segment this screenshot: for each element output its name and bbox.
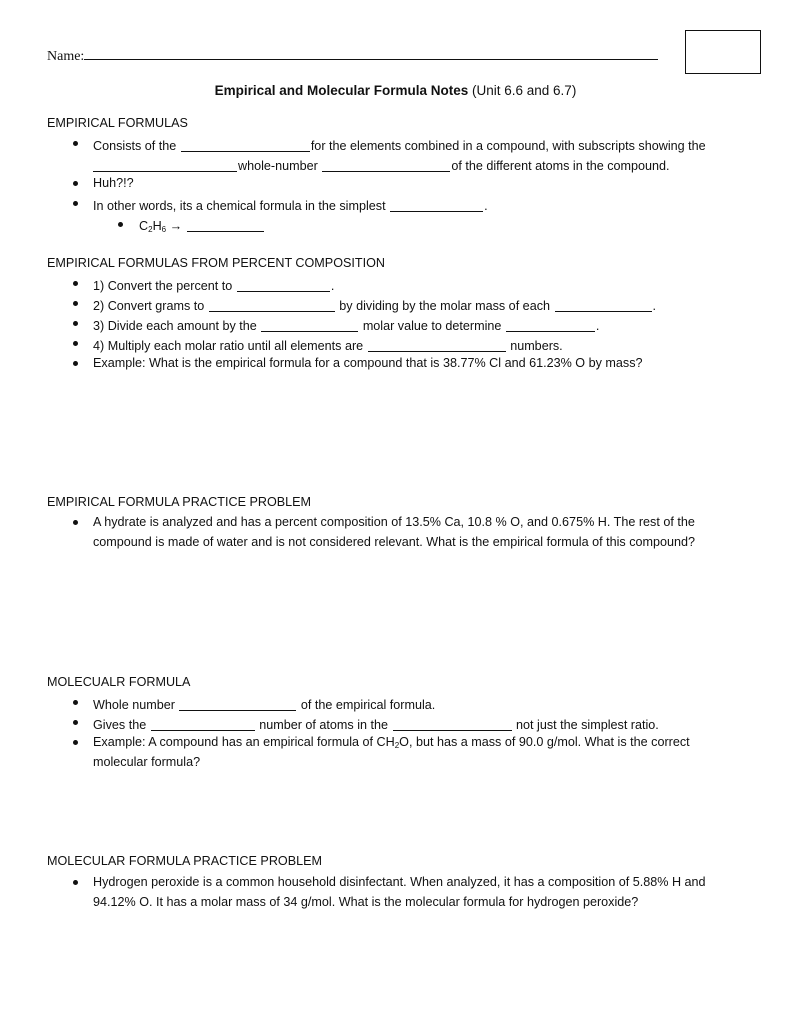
answer-blank[interactable] [151,717,255,731]
subscript: 6 [161,225,167,234]
answer-blank[interactable] [93,158,237,172]
text: of the different atoms in the compound. [451,159,670,173]
section-heading-molecular-practice: MOLECULAR FORMULA PRACTICE PROBLEM [47,854,323,868]
molecular-example-line-1 [93,735,690,750]
answer-blank[interactable] [506,318,595,332]
text: numbers. [510,339,563,353]
section-heading-percent: EMPIRICAL FORMULAS FROM PERCENT COMPOSITION [47,256,385,270]
text: for the elements combined in a compound, with subscripts showing the [310,139,706,153]
bullet [73,141,78,146]
score-box [685,30,761,74]
text: Gives the [93,718,147,732]
percent-step-4 [93,336,563,353]
empirical-subbullet-c2h6 [139,216,265,234]
section-heading-molecular: MOLECUALR FORMULA [47,675,191,689]
bullet [73,301,78,306]
arrow-icon: → [169,219,183,233]
molecular-bullet-2 [93,715,659,732]
bullet [118,222,123,227]
bullet [73,281,78,286]
text: Consists of the [93,139,177,153]
subscript: 2 [148,225,153,234]
text: number of atoms in the [259,718,389,732]
page-title-unit: (Unit 6.6 and 6.7) [472,83,577,98]
empirical-bullet-1 [93,136,706,153]
answer-blank[interactable] [390,198,483,212]
answer-blank[interactable] [368,338,506,352]
bullet [73,740,78,745]
section-heading-empirical-practice: EMPIRICAL FORMULA PRACTICE PROBLEM [47,495,312,509]
text: H [152,219,162,233]
section-heading-empirical: EMPIRICAL FORMULAS [47,116,188,130]
answer-blank[interactable] [322,158,450,172]
text: 3) Divide each amount by the [93,319,257,333]
text: O, but has a mass of 90.0 g/mol. What is the correct [399,735,690,749]
text: by dividing by the molar mass of each [339,299,550,313]
answer-blank[interactable] [261,318,358,332]
empirical-bullet-1-cont [93,156,670,173]
molecular-example-line-2: molecular formula? [93,755,201,769]
page-title [0,83,791,98]
answer-blank[interactable] [181,138,310,152]
text: In other words, its a chemical formula in the simplest [93,199,386,213]
bullet [73,181,78,186]
bullet [73,520,78,525]
text: molar value to determine [362,319,502,333]
text: whole-number [238,159,318,173]
bullet [73,880,78,885]
text: . [330,279,335,293]
text: 4) Multiply each molar ratio until all elements are [93,339,364,353]
molecular-practice-line-1: Hydrogen peroxide is a common household disinfectant. When analyzed, it has a composition of 5.88% H and [93,875,706,889]
text: C [139,219,149,233]
bullet [73,700,78,705]
percent-example: Example: What is the empirical formula for a compound that is 38.77% Cl and 61.23% O by mass? [93,356,643,370]
bullet [73,720,78,725]
text: Whole number [93,698,175,712]
name-label-text: Name: [47,49,85,64]
answer-blank[interactable] [393,717,512,731]
text: of the empirical formula. [300,698,436,712]
answer-blank[interactable] [187,218,264,232]
bullet [73,201,78,206]
empirical-practice-line-2: compound is made of water and is not considered relevant. What is the empirical formula of this compound? [93,535,696,549]
molecular-bullet-1 [93,695,435,712]
subscript: 2 [394,741,400,750]
answer-blank[interactable] [179,697,296,711]
empirical-bullet-3 [93,196,488,213]
bullet [73,321,78,326]
bullet [73,341,78,346]
text: . [652,299,656,313]
text: . [484,199,488,213]
text: not just the simplest ratio. [516,718,659,732]
text: . [595,319,600,333]
bullet [73,361,78,366]
empirical-bullet-2: Huh?!? [93,176,134,190]
percent-step-2 [93,296,656,313]
name-label [47,46,659,65]
answer-blank[interactable] [237,278,330,292]
text: 1) Convert the percent to [93,279,233,293]
percent-step-3 [93,316,599,333]
page-title-main: Empirical and Molecular Formula Notes [214,83,469,98]
molecular-practice-line-2: 94.12% O. It has a molar mass of 34 g/mol. What is the molecular formula for hydrogen peroxide? [93,895,639,909]
empirical-practice-line-1: A hydrate is analyzed and has a percent composition of 13.5% Ca, 10.8 % O, and 0.675% H. The rest of the [93,515,695,529]
text: 2) Convert grams to [93,299,205,313]
answer-blank[interactable] [555,298,652,312]
name-blank[interactable] [84,46,658,60]
answer-blank[interactable] [209,298,335,312]
text: Example: A compound has an empirical formula of CH [93,735,395,749]
percent-step-1 [93,276,334,293]
